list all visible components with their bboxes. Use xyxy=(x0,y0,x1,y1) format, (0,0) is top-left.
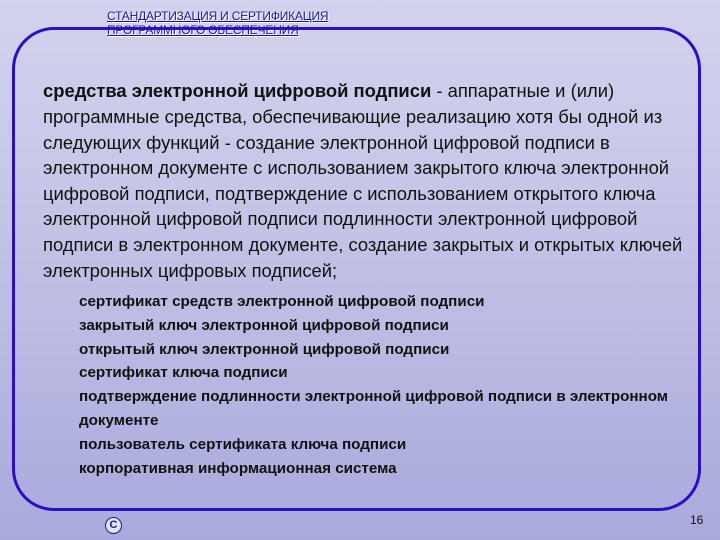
copyright-icon: С xyxy=(105,517,122,534)
list-item: открытый ключ электронной цифровой подписи xyxy=(79,340,450,358)
list-item: корпоративная информационная система xyxy=(79,459,397,477)
list-item: сертификат средств электронной цифровой подписи xyxy=(79,293,485,310)
definition-text: - аппаратные и (или) программные средства, обеспечивающие реализацию хотя бы одной из следующих функций - создание электронной цифровой подписи в электронном документе с использованием закрытого ключа электронной цифровой подписи, подтверждение с использованием открытого ключа электронной цифровой подписи подлинности электронной цифровой подписи в электронном документе, создание закрытых и открытых ключей электронных цифровых подписей; xyxy=(43,80,683,281)
terms-list xyxy=(79,290,679,480)
definition-paragraph xyxy=(43,78,693,283)
definition-term: средства электронной цифровой подписи xyxy=(43,80,432,102)
list-item: сертификат ключа подписи xyxy=(79,364,288,382)
page-number: 16 xyxy=(690,513,704,527)
list-item: подтверждение подлинности электронной цифровой подписи в электронном документе xyxy=(79,388,669,429)
header-line-2: ПРОГРАММНОГО ОБЕСПЕЧЕНИЯ xyxy=(107,23,299,37)
list-item: пользователь сертификата ключа подписи xyxy=(79,435,407,453)
header-line-1: СТАНДАРТИЗАЦИЯ И СЕРТИФИКАЦИЯ xyxy=(107,9,329,23)
list-item: закрытый ключ электронной цифровой подписи xyxy=(79,316,449,334)
